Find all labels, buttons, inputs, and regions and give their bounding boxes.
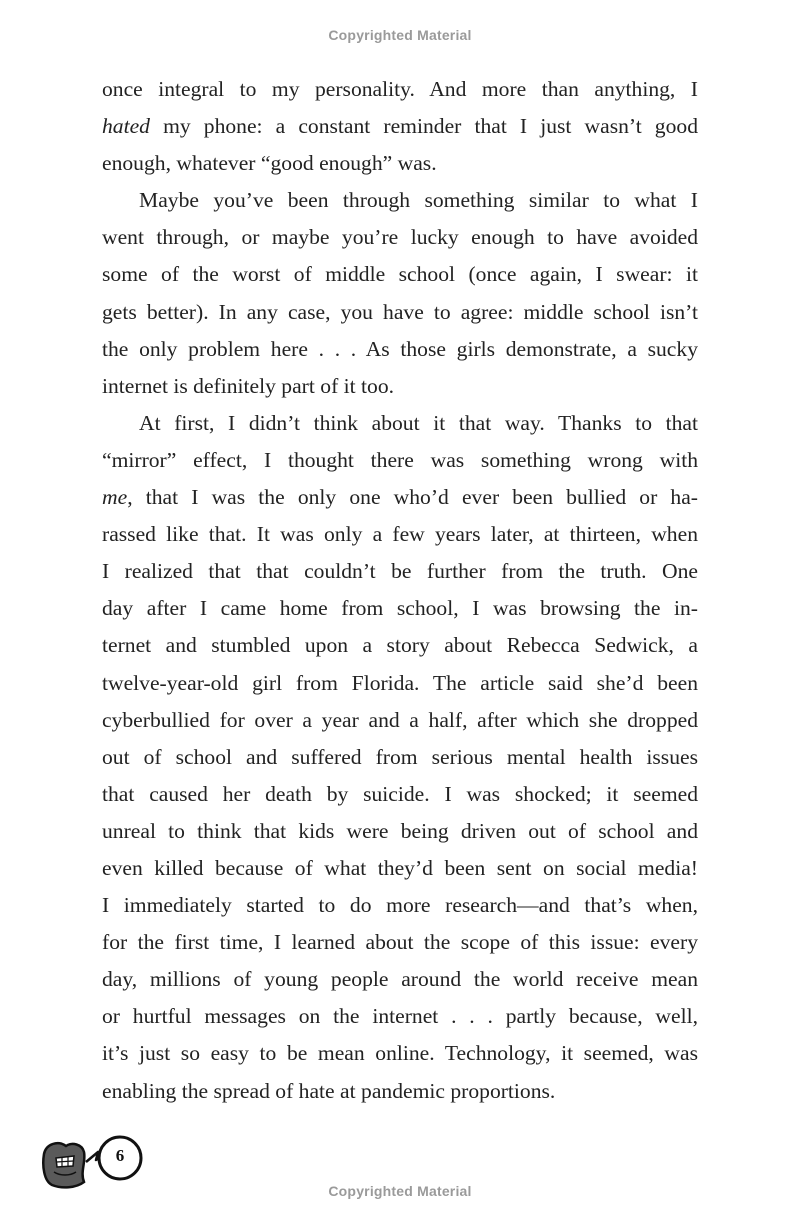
text-line: ternet and stumbled upon a story about Rebecca Sedwick, a [102,633,698,658]
text-line: or hurtful messages on the internet . . . partly because, well, [102,1004,698,1029]
watermark-bottom: Copyrighted Material [328,1183,472,1199]
text-line: unreal to think that kids were being driven out of school and [102,818,698,843]
text-line: twelve-year-old girl from Florida. The article said she’d been [102,670,698,695]
text-line: I immediately started to do more research—and that’s when, [102,893,698,918]
text-line: day after I came home from school, I was browsing the in- [102,596,698,621]
text-line: for the first time, I learned about the scope of this issue: every [102,930,698,955]
text-line: the only problem here . . . As those girls demonstrate, a sucky [102,336,698,361]
text-line: At first, I didn’t think about it that way. Thanks to that [139,410,698,435]
text-line: me, that I was the only one who’d ever been bullied or ha- [102,485,698,510]
page-number: 6 [115,1146,125,1165]
text-line: it’s just so easy to be mean online. Technology, it seemed, was [102,1041,698,1066]
text-line: internet is definitely part of it too. [102,373,395,398]
text-line: I realized that that couldn’t be further from the truth. One [102,559,698,584]
text-line: day, millions of young people around the world receive mean [102,967,698,992]
text-line: hated my phone: a constant reminder that I just wasn’t good [102,114,698,139]
text-line: “mirror” effect, I thought there was something wrong with [102,447,698,472]
watermark-top: Copyrighted Material [328,27,472,43]
text-line: even killed because of what they’d been sent on social media! [102,855,698,880]
text-line: enough, whatever “good enough” was. [102,151,437,176]
text-line: once integral to my personality. And more than anything, I [102,77,698,101]
emphasis: hated [102,114,150,139]
text-line: went through, or maybe you’re lucky enough to have avoided [102,225,698,250]
text-line: that caused her death by suicide. I was shocked; it seemed [102,781,698,806]
text-line: out of school and suffered from serious mental health issues [102,744,698,769]
emphasis: me [102,485,128,510]
text-line: enabling the spread of hate at pandemic proportions. [102,1078,556,1103]
text-line: gets better). In any case, you have to agree: middle school isn’t [102,299,698,324]
text-line: rassed like that. It was only a few years later, at thirteen, when [102,522,698,547]
text-line: Maybe you’ve been through something similar to what I [139,188,698,213]
text-line: some of the worst of middle school (once again, I swear: it [102,262,698,287]
text-line: cyberbullied for over a year and a half, after which she dropped [102,707,698,732]
body-text [102,71,698,1110]
